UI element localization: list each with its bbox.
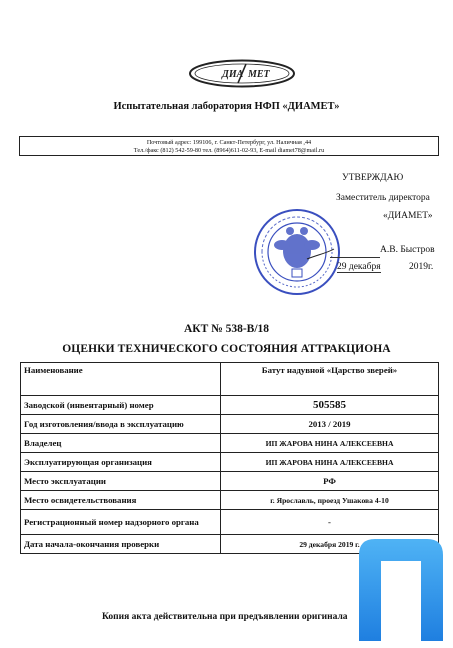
row-value: - — [221, 510, 439, 535]
row-label: Место освидетельствования — [21, 491, 221, 510]
table-row — [21, 415, 439, 434]
lab-title: Испытательная лаборатория НФП «ДИАМЕТ» — [113, 101, 340, 112]
approval-date-year: 2019г. — [409, 262, 434, 272]
diamet-logo — [188, 59, 296, 88]
signer-name: А.В. Быстров — [380, 245, 435, 255]
row-label: Эксплуатирующая организация — [21, 453, 221, 472]
approver-org: «ДИАМЕТ» — [383, 211, 433, 221]
table-row — [21, 453, 439, 472]
row-label: Дата начала-окончания проверки — [21, 535, 221, 554]
row-label: Заводской (инвентарный) номер — [21, 396, 221, 415]
row-label: Регистрационный номер надзорного органа — [21, 510, 221, 535]
row-value: РФ — [221, 472, 439, 491]
svg-text:МЕТ: МЕТ — [248, 69, 270, 80]
approval-date-day: 29 декабря — [337, 262, 381, 272]
official-stamp — [252, 207, 342, 297]
row-value: Батут надувной «Царство зверей» — [221, 363, 439, 396]
row-value: 505585 — [221, 396, 439, 415]
row-value: 29 декабря 2019 г. — [221, 535, 439, 554]
table-row — [21, 363, 439, 396]
row-label: Владелец — [21, 434, 221, 453]
row-label: Наименование — [21, 363, 221, 396]
approver-position: Заместитель директора — [336, 193, 430, 203]
table-row — [21, 396, 439, 415]
act-number: АКТ № 538-В/18 — [183, 323, 270, 335]
table-row — [21, 491, 439, 510]
contact-line: Тел./факс (812) 542-59-80 тел. (8964)611-02-93, E-mail diamet78@mail.ru — [133, 147, 325, 154]
row-value: 2013 / 2019 — [221, 415, 439, 434]
address-line: Почтовый адрес: 199106, г. Санкт-Петербург, ул. Наличная ,44 — [146, 139, 312, 146]
copy-validity-note: Копия акта действительна при предъявлении оригинала — [102, 612, 348, 622]
row-value: ИП ЖАРОВА НИНА АЛЕКСЕЕВНА — [221, 434, 439, 453]
row-label: Место эксплуатации — [21, 472, 221, 491]
table-row — [21, 510, 439, 535]
act-subtitle: ОЦЕНКИ ТЕХНИЧЕСКОГО СОСТОЯНИЯ АТТРАКЦИОНА — [62, 343, 391, 355]
attraction-info-table — [20, 362, 439, 554]
table-row — [21, 472, 439, 491]
row-label: Год изготовления/ввода в эксплуатацию — [21, 415, 221, 434]
approve-label: УТВЕРЖДАЮ — [342, 173, 404, 183]
address-box — [19, 136, 439, 156]
signature-line — [330, 257, 380, 258]
row-value: ИП ЖАРОВА НИНА АЛЕКСЕЕВНА — [221, 453, 439, 472]
brand-logo-icon — [357, 537, 445, 643]
row-value: г. Ярославль, проезд Ушакова 4-10 — [221, 491, 439, 510]
table-row — [21, 434, 439, 453]
svg-text:ДИА: ДИА — [222, 69, 244, 80]
